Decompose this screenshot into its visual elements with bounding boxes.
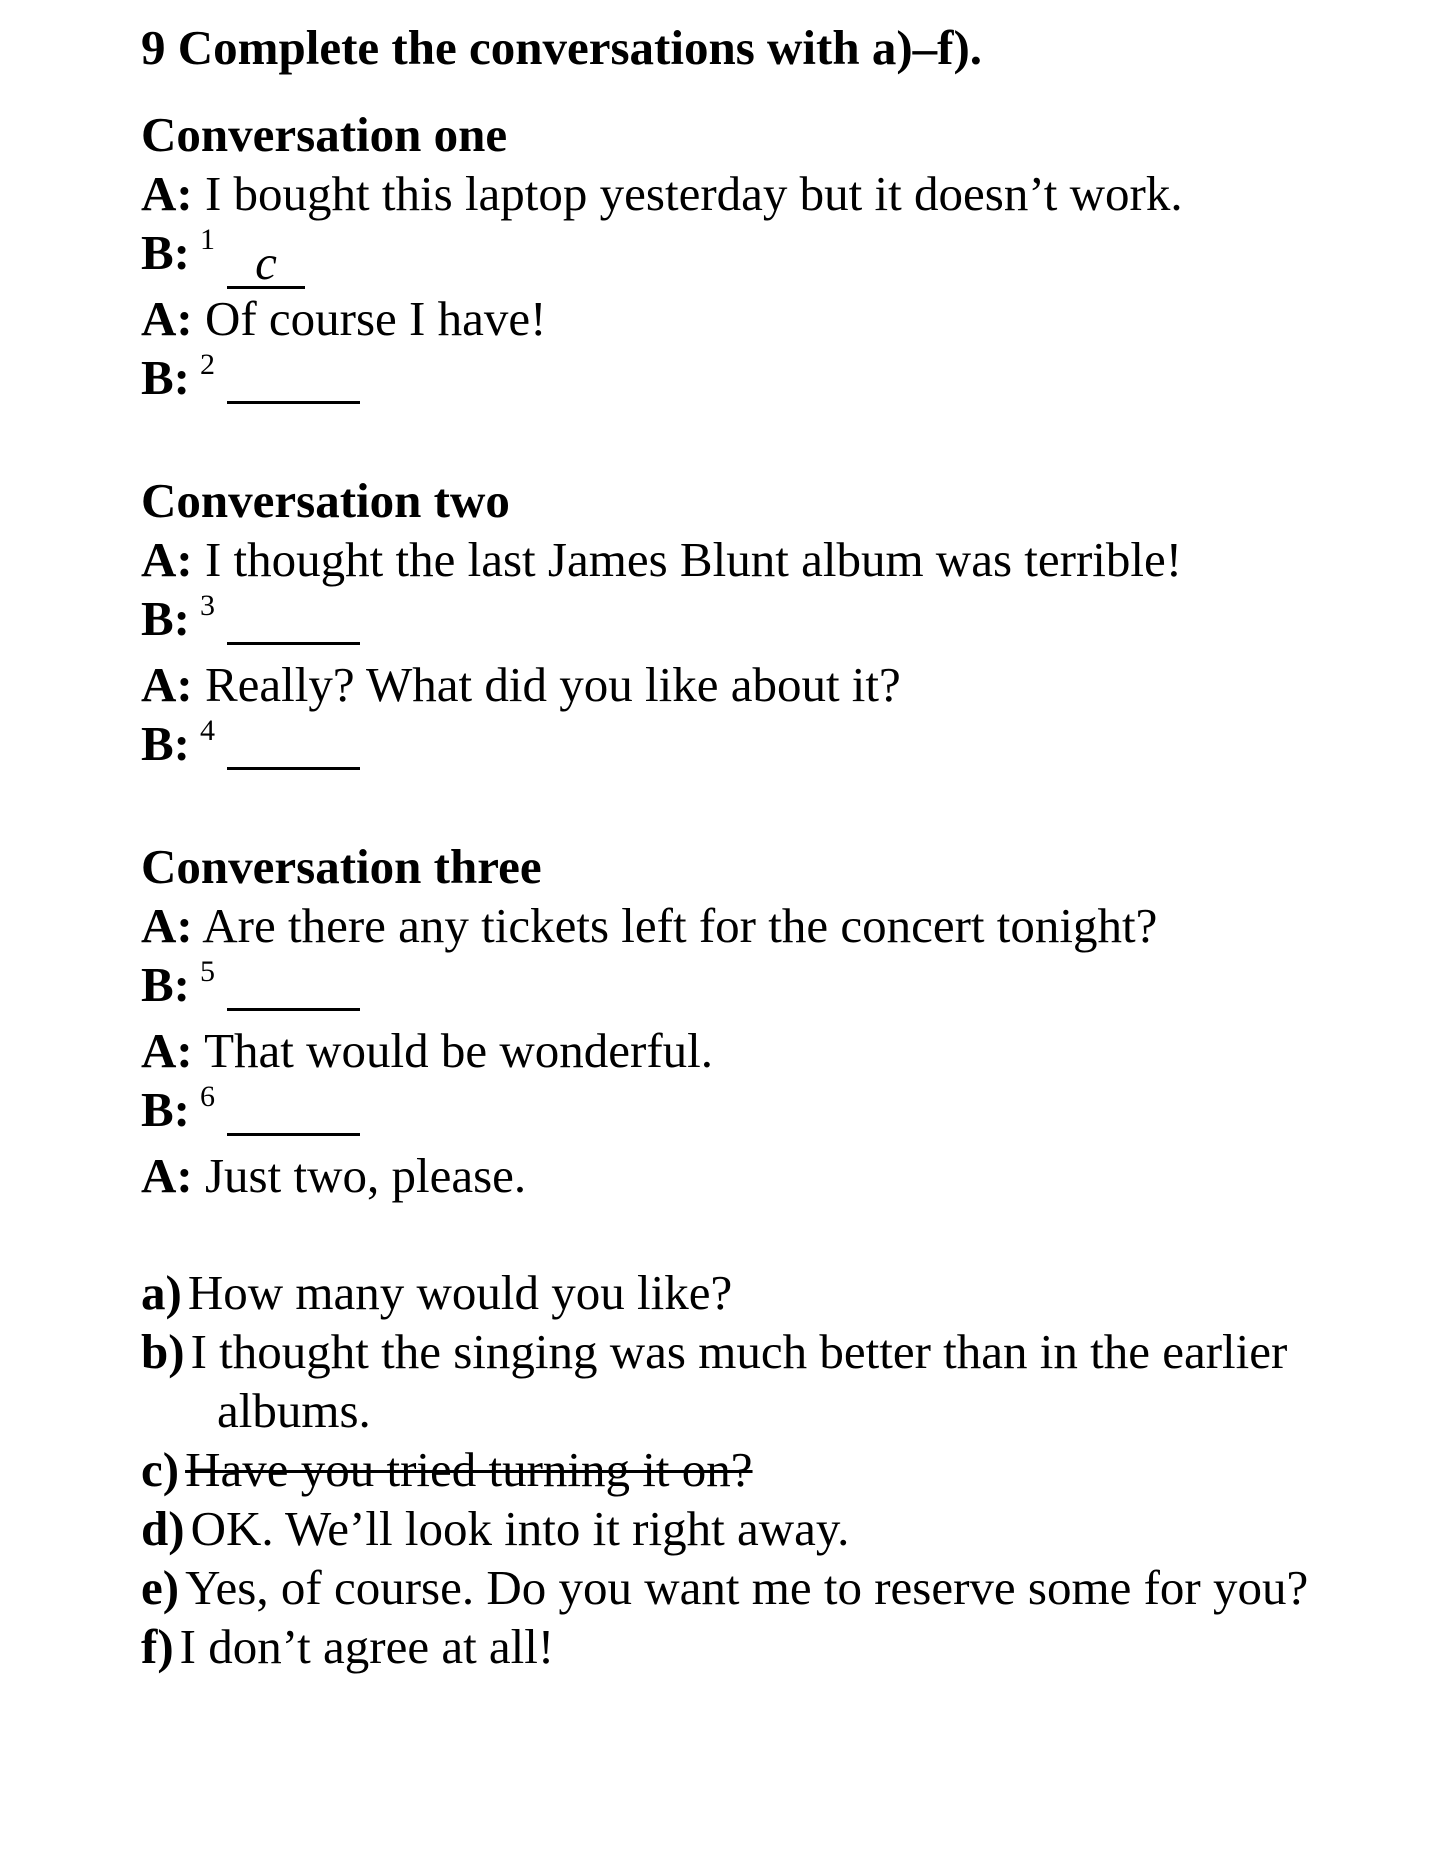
dialogue-line [141,655,1321,714]
conversation-two [141,472,1321,780]
option-c [141,1440,1321,1499]
dialogue-line [141,896,1321,955]
dialogue-text: I thought the last James Blunt album was terrible! [204,532,1183,587]
answer-blank[interactable]: c [227,240,305,289]
speaker-label: B: [141,957,190,1012]
dialogue-text: Just two, please. [204,1148,527,1203]
answer-line [141,223,1321,289]
option-text: Yes, of course. Do you want me to reserve some for you? [185,1560,1309,1615]
speaker-label: A: [141,657,193,712]
gap-number: 2 [200,348,215,381]
answer-blank[interactable] [227,1087,360,1136]
option-text: OK. We’ll look into it right away. [190,1501,850,1556]
speaker-label: B: [141,716,190,771]
option-text: I don’t agree at all! [179,1619,555,1674]
option-letter: a) [141,1265,182,1320]
option-letter: b) [141,1324,185,1379]
speaker-label: B: [141,591,190,646]
answer-line [141,589,1321,655]
answer-line [141,348,1321,414]
option-a [141,1263,1321,1322]
conversation-heading: Conversation one [141,107,508,162]
gap-number: 4 [200,714,215,747]
conversation-three [141,838,1321,1205]
exercise-title: 9 Complete the conversations with a)–f). [141,20,983,75]
option-letter: d) [141,1501,185,1556]
answer-options [141,1263,1321,1676]
dialogue-line [141,1146,1321,1205]
gap-number: 5 [200,955,215,988]
answer-line [141,1080,1321,1146]
option-d [141,1499,1321,1558]
option-text: How many would you like? [187,1265,733,1320]
dialogue-text: That would be wonderful. [204,1023,714,1078]
answer-blank[interactable] [227,721,360,770]
dialogue-line [141,530,1321,589]
option-text: I thought the singing was much better than in the earlier albums. [190,1324,1288,1438]
dialogue-text: I bought this laptop yesterday but it doesn’t work. [204,166,1183,221]
speaker-label: A: [141,166,193,221]
speaker-label: B: [141,1082,190,1137]
option-e [141,1558,1321,1617]
gap-number: 3 [200,589,215,622]
speaker-label: A: [141,532,193,587]
answer-blank[interactable] [227,962,360,1011]
answer-blank[interactable] [227,596,360,645]
speaker-label: A: [141,898,193,953]
conversation-heading: Conversation two [141,473,510,528]
option-letter: c) [141,1442,180,1497]
speaker-label: A: [141,1023,193,1078]
answer-line [141,955,1321,1021]
dialogue-text: Of course I have! [204,291,547,346]
conversation-heading: Conversation three [141,839,542,894]
option-letter: f) [141,1619,174,1674]
speaker-label: B: [141,225,190,280]
dialogue-text: Are there any tickets left for the concert tonight? [202,898,1158,953]
conversation-one [141,106,1321,414]
option-letter: e) [141,1560,180,1615]
gap-number: 6 [200,1080,215,1113]
worksheet [141,18,1321,1676]
dialogue-line [141,1021,1321,1080]
speaker-label: A: [141,1148,193,1203]
answer-line [141,714,1321,780]
dialogue-text: Really? What did you like about it? [204,657,901,712]
dialogue-line [141,164,1321,223]
option-f [141,1617,1321,1676]
gap-number: 1 [200,223,215,256]
answer-blank[interactable] [227,355,360,404]
dialogue-line [141,289,1321,348]
option-text-struck: Have you tried turning it on? [185,1442,753,1497]
option-b [141,1322,1321,1440]
speaker-label: A: [141,291,193,346]
speaker-label: B: [141,350,190,405]
